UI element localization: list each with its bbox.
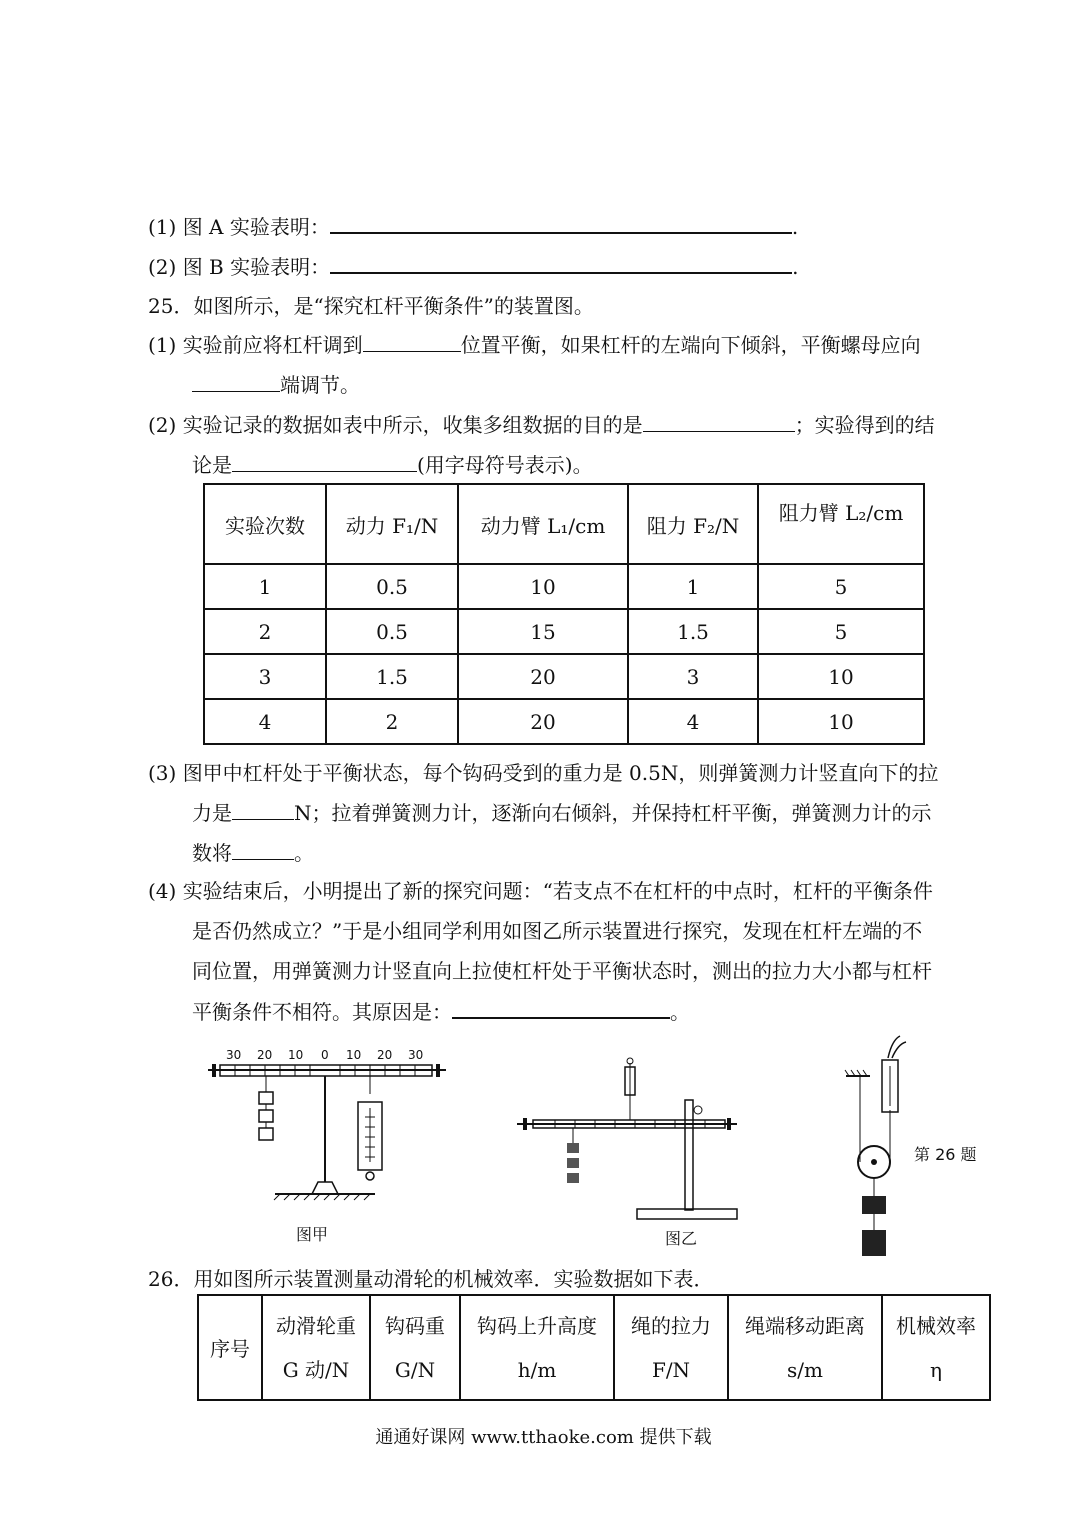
table-header-cell: [460, 1295, 614, 1400]
q25-p4-line2: 是否仍然成立？”于是小组同学利用如图乙所示装置进行探究，发现在杠杆左端的不: [192, 919, 923, 943]
header-top-text: 钩码重: [385, 1313, 445, 1338]
table-header-row: [204, 484, 924, 564]
table-cell: 10: [458, 564, 628, 609]
header-bottom-text: η: [930, 1357, 942, 1382]
q25-p2-text-c: 论是: [192, 453, 232, 477]
q25-p4-text-e: 。: [670, 1000, 690, 1024]
table-cell: 0.5: [326, 609, 458, 654]
table-header-cell: 阻力臂 L₂/cm: [758, 484, 924, 564]
table-header-cell: [370, 1295, 460, 1400]
table-header-cell: 动力 F₁/N: [326, 484, 458, 564]
table-cell: 5: [758, 609, 924, 654]
q24-item-2: (2) 图 B 实验表明： .: [148, 252, 798, 281]
table-cell: 5: [758, 564, 924, 609]
q25-p4-line4: [192, 997, 690, 1026]
header-top-text: 序号: [210, 1337, 250, 1361]
table-row: [204, 699, 924, 744]
page-footer: 通通好课网 www.tthaoke.com 提供下载: [375, 1427, 712, 1448]
table-cell: 2: [204, 609, 326, 654]
scale-tick-label: 30: [408, 1048, 424, 1062]
table-cell: 20: [458, 654, 628, 699]
answer-blank[interactable]: [330, 212, 792, 234]
table-header-cell: [882, 1295, 990, 1400]
header-top-text: 机械效率: [896, 1313, 976, 1338]
header-bottom-text: G/N: [394, 1357, 436, 1382]
answer-blank[interactable]: [192, 371, 280, 392]
q25-p1-text-c: 端调节。: [280, 373, 360, 397]
q25-p3-line2: [192, 799, 932, 827]
scale-tick-label: 20: [257, 1048, 273, 1062]
header-top-text: 钩码上升高度: [477, 1313, 597, 1338]
q25-p2-text-b: ；实验得到的结: [794, 413, 935, 437]
header-top-text: 动滑轮重: [276, 1313, 356, 1338]
header-bottom-text: s/m: [787, 1357, 823, 1382]
table-header-cell: [198, 1295, 262, 1400]
q25-p3-text-d: 数将: [192, 841, 232, 865]
q26-title: 26．用如图所示装置测量动滑轮的机械效率．实验数据如下表．: [148, 1267, 714, 1291]
answer-blank[interactable]: [363, 331, 461, 352]
table-cell: 3: [204, 654, 326, 699]
q24-item-2-text: (2) 图 B 实验表明：: [148, 255, 331, 279]
table-cell: 1.5: [326, 654, 458, 699]
table-cell: 15: [458, 609, 628, 654]
table-cell: 4: [628, 699, 758, 744]
table-header-cell: [262, 1295, 370, 1400]
q25-p4-line3: 同位置，用弹簧测力计竖直向上拉使杠杆处于平衡状态时，测出的拉力大小都与杠杆: [192, 959, 932, 983]
q25-p1-line1: [148, 331, 921, 359]
table-row: [204, 654, 924, 699]
answer-blank[interactable]: [452, 997, 670, 1019]
table-cell: 1: [204, 564, 326, 609]
q25-p3-text-b: 力是: [192, 801, 232, 825]
answer-blank[interactable]: [232, 799, 294, 820]
q25-p2-text-a: (2) 实验记录的数据如表中所示，收集多组数据的目的是: [148, 413, 643, 437]
q25-p3-line1: (3) 图甲中杠杆处于平衡状态，每个钩码受到的重力是 0.5N，则弹簧测力计竖直向下的拉: [148, 761, 939, 785]
q24-item-1-text: (1) 图 A 实验表明：: [148, 215, 330, 239]
table-row: [204, 564, 924, 609]
lever-figure-jia: [200, 1042, 460, 1212]
table-cell: 10: [758, 654, 924, 699]
fig-jia-label: 图甲: [296, 1225, 329, 1244]
answer-blank[interactable]: [232, 451, 417, 472]
table-cell: 0.5: [326, 564, 458, 609]
q25-p1-line2: [192, 371, 360, 399]
header-bottom-text: F/N: [651, 1357, 691, 1382]
table-cell: 1.5: [628, 609, 758, 654]
q25-p4-text-d: 平衡条件不相符。其原因是：: [192, 1000, 452, 1024]
q25-p2-text-d: (用字母符号表示)。: [417, 453, 593, 477]
pulley-data-table: [197, 1294, 991, 1401]
table-cell: 4: [204, 699, 326, 744]
q25-p3-line3: [192, 839, 314, 867]
header-top-text: 绳的拉力: [631, 1313, 711, 1338]
table-row: [204, 609, 924, 654]
header-bottom-text: h/m: [517, 1357, 557, 1382]
scale-tick-label: 30: [226, 1048, 242, 1062]
scale-tick-label: 10: [288, 1048, 304, 1062]
scale-tick-label: 0: [321, 1048, 329, 1062]
answer-blank[interactable]: [330, 252, 792, 274]
table-cell: 20: [458, 699, 628, 744]
table-header-cell: 阻力 F₂/N: [628, 484, 758, 564]
table-header-cell: [728, 1295, 882, 1400]
table-cell: 2: [326, 699, 458, 744]
q25-p3-text-c: N；拉着弹簧测力计，逐渐向右倾斜，并保持杠杆平衡，弹簧测力计的示: [294, 801, 932, 825]
header-bottom-text: G 动/N: [282, 1357, 350, 1382]
answer-blank[interactable]: [643, 411, 795, 432]
q25-p2-line1: [148, 411, 935, 439]
q25-p1-text-b: 位置平衡，如果杠杆的左端向下倾斜，平衡螺母应向: [460, 333, 921, 357]
scale-tick-label: 10: [346, 1048, 362, 1062]
table-header-cell: [614, 1295, 728, 1400]
fig-26-label: 第 26 题: [914, 1145, 977, 1164]
table-cell: 10: [758, 699, 924, 744]
table-header-cell: 动力臂 L₁/cm: [458, 484, 628, 564]
q24-item-1: (1) 图 A 实验表明： .: [148, 212, 798, 241]
q25-p3-text-e: 。: [294, 841, 314, 865]
table-header-row: [198, 1295, 990, 1400]
lever-data-table: [203, 483, 925, 745]
table-header-cell: 实验次数: [204, 484, 326, 564]
q25-p1-text-a: (1) 实验前应将杠杆调到: [148, 333, 363, 357]
q25-title: 25．如图所示，是“探究杠杆平衡条件”的装置图。: [148, 294, 594, 318]
answer-blank[interactable]: [232, 839, 294, 860]
lever-figure-yi: [515, 1055, 745, 1225]
table-cell: 3: [628, 654, 758, 699]
scale-tick-label: 20: [377, 1048, 393, 1062]
fig-yi-label: 图乙: [665, 1229, 698, 1248]
q25-p4-line1: (4) 实验结束后，小明提出了新的探究问题：“若支点不在杠杆的中点时，杠杆的平衡条件: [148, 879, 933, 903]
q25-p2-line2: [192, 451, 593, 479]
header-top-text: 绳端移动距离: [745, 1313, 865, 1338]
table-cell: 1: [628, 564, 758, 609]
